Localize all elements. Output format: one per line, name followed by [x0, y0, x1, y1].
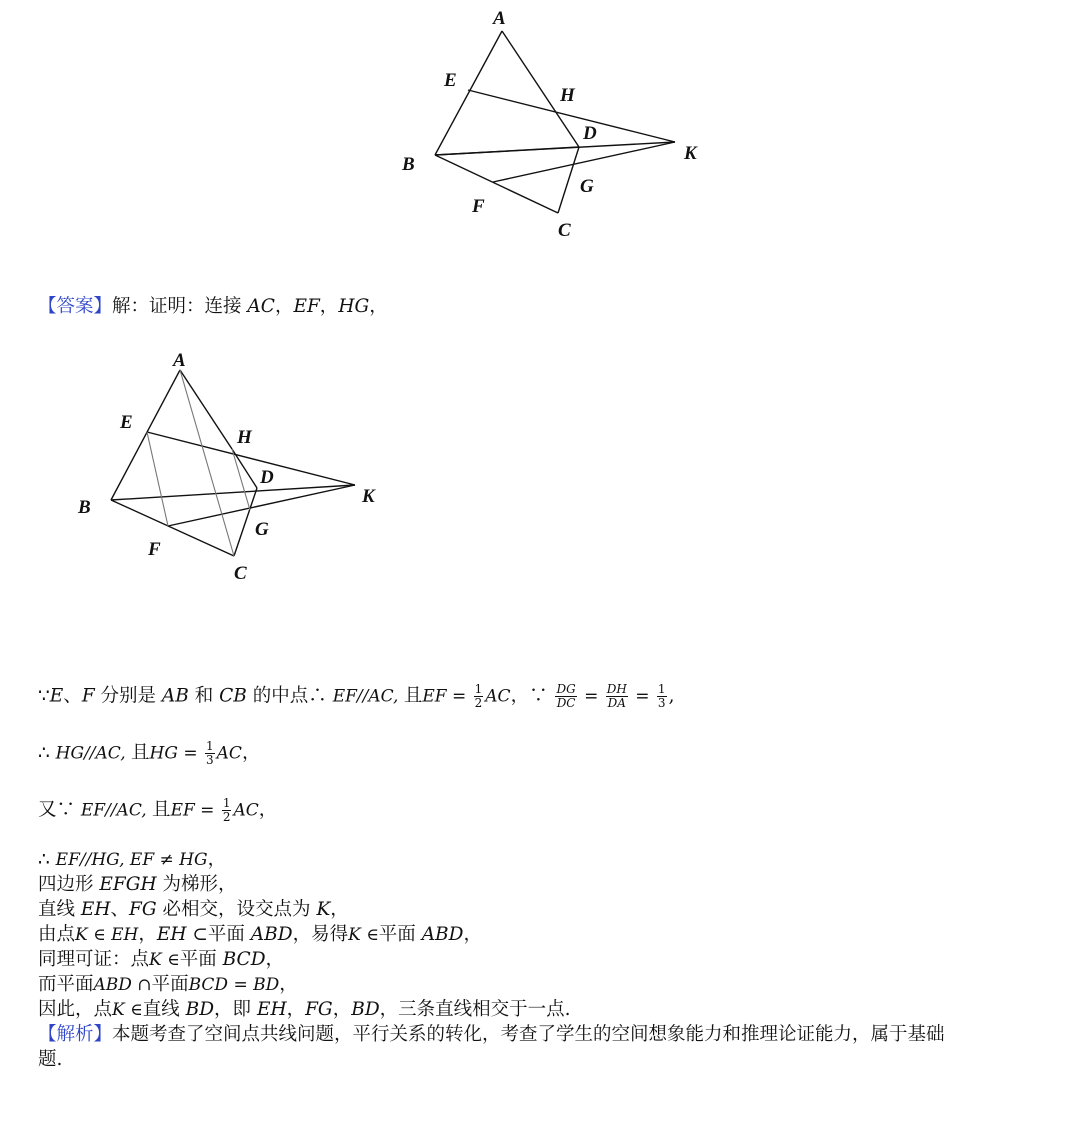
analysis-line-2: 题.: [38, 1049, 63, 1070]
label-E: E: [120, 412, 133, 433]
proof-line-8: 同理可证：点K ∈平面 BCD，: [38, 949, 285, 970]
edge-DC: [234, 488, 257, 556]
edge-BC: [435, 155, 558, 213]
line-AC: [180, 370, 234, 556]
proof-line-3: 又∵ EF//AC, 且EF = $\frac{1}{2}$ AC，: [38, 796, 278, 824]
proof-line-9: 而平面ABD ∩平面BCD = BD，: [38, 974, 298, 995]
edge-DC: [558, 147, 579, 213]
proof-line-4: ∴ EF//HG, EF ≠ HG，: [38, 849, 227, 870]
proof-line-6: 直线 EH、FG 必相交，设交点为 K，: [38, 899, 349, 920]
proof-line-2: ∴ HG//AC, 且HG = $\frac{1}{3}$ AC，: [38, 739, 261, 767]
proof-line-5: 四边形 EFGH 为梯形，: [38, 874, 237, 895]
answer-line: 【答案】解：证明：连接 AC，EF，HG，: [38, 296, 388, 317]
fraction-dg-dc: $\frac{DG}{DC}$: [556, 682, 576, 710]
figure-1-svg: [390, 0, 720, 250]
analysis-tag: 【解析】: [38, 1024, 113, 1045]
fraction-one-half: $\frac{1}{2}$: [474, 682, 483, 710]
proof-line-10: 因此，点K ∈直线 BD，即 EH，FG，BD，三条直线相交于一点.: [38, 999, 571, 1020]
answer-tag: 【答案】: [38, 296, 113, 317]
figure-1: [390, 0, 720, 250]
label-D: D: [260, 467, 274, 488]
line-BD: [435, 147, 579, 155]
label-A: A: [493, 8, 506, 29]
label-G: G: [255, 519, 269, 540]
fraction-one-third: $\frac{1}{3}$: [657, 682, 666, 710]
label-F: F: [472, 196, 485, 217]
label-E: E: [444, 70, 457, 91]
label-C: C: [234, 563, 247, 584]
figure-2: [60, 340, 400, 590]
label-G: G: [580, 176, 594, 197]
label-B: B: [78, 497, 91, 518]
edge-AB: [111, 370, 180, 500]
label-D: D: [583, 123, 597, 144]
label-K: K: [684, 143, 697, 164]
proof-line-7: 由点K ∈ EH，EH ⊂平面 ABD，易得K ∈平面 ABD，: [38, 924, 482, 945]
edge-BC: [111, 500, 234, 556]
figure-2-svg: [60, 340, 400, 590]
edge-AH: [180, 370, 232, 449]
fraction-dh-da: $\frac{DH}{DA}$: [606, 682, 627, 710]
label-C: C: [558, 220, 571, 241]
label-H: H: [237, 427, 252, 448]
fraction-one-half-2: $\frac{1}{2}$: [222, 796, 231, 824]
label-F: F: [148, 539, 161, 560]
analysis-line-1: 【解析】本题考查了空间点共线问题，平行关系的转化，考查了学生的空间想象能力和推理论证能力，属于基础: [38, 1024, 945, 1045]
fraction-one-third-2: $\frac{1}{3}$: [206, 739, 214, 767]
label-B: B: [402, 154, 415, 175]
line-EF: [147, 432, 168, 526]
proof-line-1: ∵E、F 分别是 AB 和 CB 的中点∴ EF//AC, 且EF = $\frac{1}{2}$ AC，∵ $\frac{DG}{DC}$ = $\frac{DH}{DA}$ = $\frac{1}{3}$ ,: [38, 682, 675, 710]
label-K: K: [362, 486, 375, 507]
label-H: H: [560, 85, 575, 106]
edge-AB: [435, 31, 502, 155]
label-A: A: [173, 350, 186, 371]
